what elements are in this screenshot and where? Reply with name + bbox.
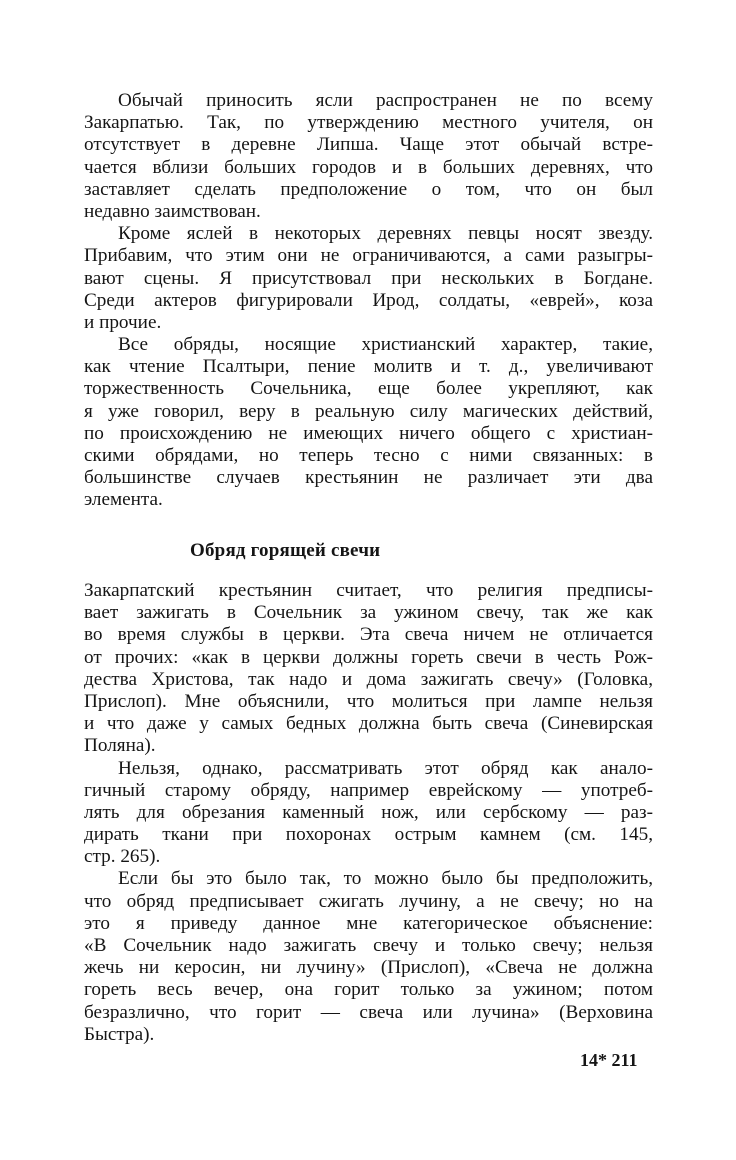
paragraph-line: безразлично, что горит — свеча или лучина» (Верховина <box>84 1001 653 1023</box>
paragraph-line: я уже говорил, веру в реальную силу магических действий, <box>84 400 653 422</box>
paragraph-line: и прочие. <box>84 311 162 333</box>
paragraph-line: Поляна). <box>84 735 156 757</box>
paragraph-line: гичный старому обряду, например еврейскому — употреб- <box>84 779 653 801</box>
paragraph-line: торжественность Сочельника, еще более укрепляют, как <box>84 378 653 400</box>
paragraph-line: чается вблизи больших городов и в больших деревнях, что <box>84 156 653 178</box>
text-block-lower <box>84 580 653 1046</box>
paragraph-line: что обряд предписывает сжигать лучину, а не свечу; но на <box>84 890 653 912</box>
paragraph-line: Нельзя, однако, рассматривать этот обряд как анало- <box>118 757 653 779</box>
paragraph-line: Кроме яслей в некоторых деревнях певцы носят звезду. <box>118 223 653 245</box>
paragraph-line: жечь ни керосин, ни лучину» (Прислоп), «Свеча не должна <box>84 957 653 979</box>
paragraph-line: заставляет сделать предположение о том, что он был <box>84 178 653 200</box>
paragraph-line: во время службы в церкви. Эта свеча ничем не отличается <box>84 624 653 646</box>
paragraph-line: Прислоп). Мне объяснили, что молиться при лампе нельзя <box>84 690 653 712</box>
paragraph-line: вают сцены. Я присутствовал при нескольких в Богдане. <box>84 267 653 289</box>
paragraph-line: вает зажигать в Сочельник за ужином свечу, так же как <box>84 602 653 624</box>
paragraph-line: недавно заимствован. <box>84 200 261 222</box>
paragraph-line: гореть весь вечер, она горит только за ужином; потом <box>84 979 653 1001</box>
paragraph-line: Обычай приносить ясли распространен не по всему <box>118 90 653 111</box>
paragraph-line: стр. 265). <box>84 846 161 868</box>
paragraph-line: дества Христова, так надо и дома зажигать свечу» (Головка, <box>84 668 653 690</box>
paragraph-line: Закарпатью. Так, по утверждению местного учителя, он <box>84 112 653 134</box>
paragraph-line: от прочих: «как в церкви должны гореть свечи в честь Рож- <box>84 646 653 668</box>
paragraph-line: элемента. <box>84 489 163 511</box>
paragraph-line: Прибавим, что этим они не ограничиваются, а сами разыгры- <box>84 245 653 267</box>
paragraph-line: скими обрядами, но теперь тесно с ними связанных: в <box>84 445 653 466</box>
paragraph-line: большинстве случаев крестьянин не различает эти два <box>84 467 653 489</box>
paragraph-line: Если бы это было так, то можно было бы предположить, <box>118 868 653 890</box>
paragraph-line: дирать ткани при похоронах острым камнем (см. 145, <box>84 824 653 846</box>
text-block-upper <box>84 90 653 512</box>
paragraph-line: отсутствует в деревне Липша. Чаще этот обычай встре- <box>84 134 653 156</box>
paragraph-line: это я приведу данное мне категорическое объяснение: <box>84 912 653 934</box>
paragraph-line: и что даже у самых бедных должна быть свеча (Синевирская <box>84 713 653 735</box>
paragraph-line: Закарпатский крестьянин считает, что религия предписы- <box>84 580 653 601</box>
paragraph-line: лять для обрезания каменный нож, или сербскому — раз- <box>84 801 653 823</box>
paragraph-line: «В Сочельник надо зажигать свечу и только свечу; нельзя <box>84 935 653 956</box>
page-number: 14* 211 <box>580 1050 638 1070</box>
paragraph-line: Быстра). <box>84 1023 155 1045</box>
section-heading: Обряд горящей свечи <box>190 540 381 561</box>
paragraph-line: Среди актеров фигурировали Ирод, солдаты, «еврей», коза <box>84 289 653 311</box>
paragraph-line: Все обряды, носящие христианский характер, такие, <box>118 334 653 356</box>
paragraph-line: по происхождению не имеющих ничего общего с христиан- <box>84 422 653 444</box>
paragraph-line: как чтение Псалтыри, пение молитв и т. д., увеличивают <box>84 356 653 378</box>
